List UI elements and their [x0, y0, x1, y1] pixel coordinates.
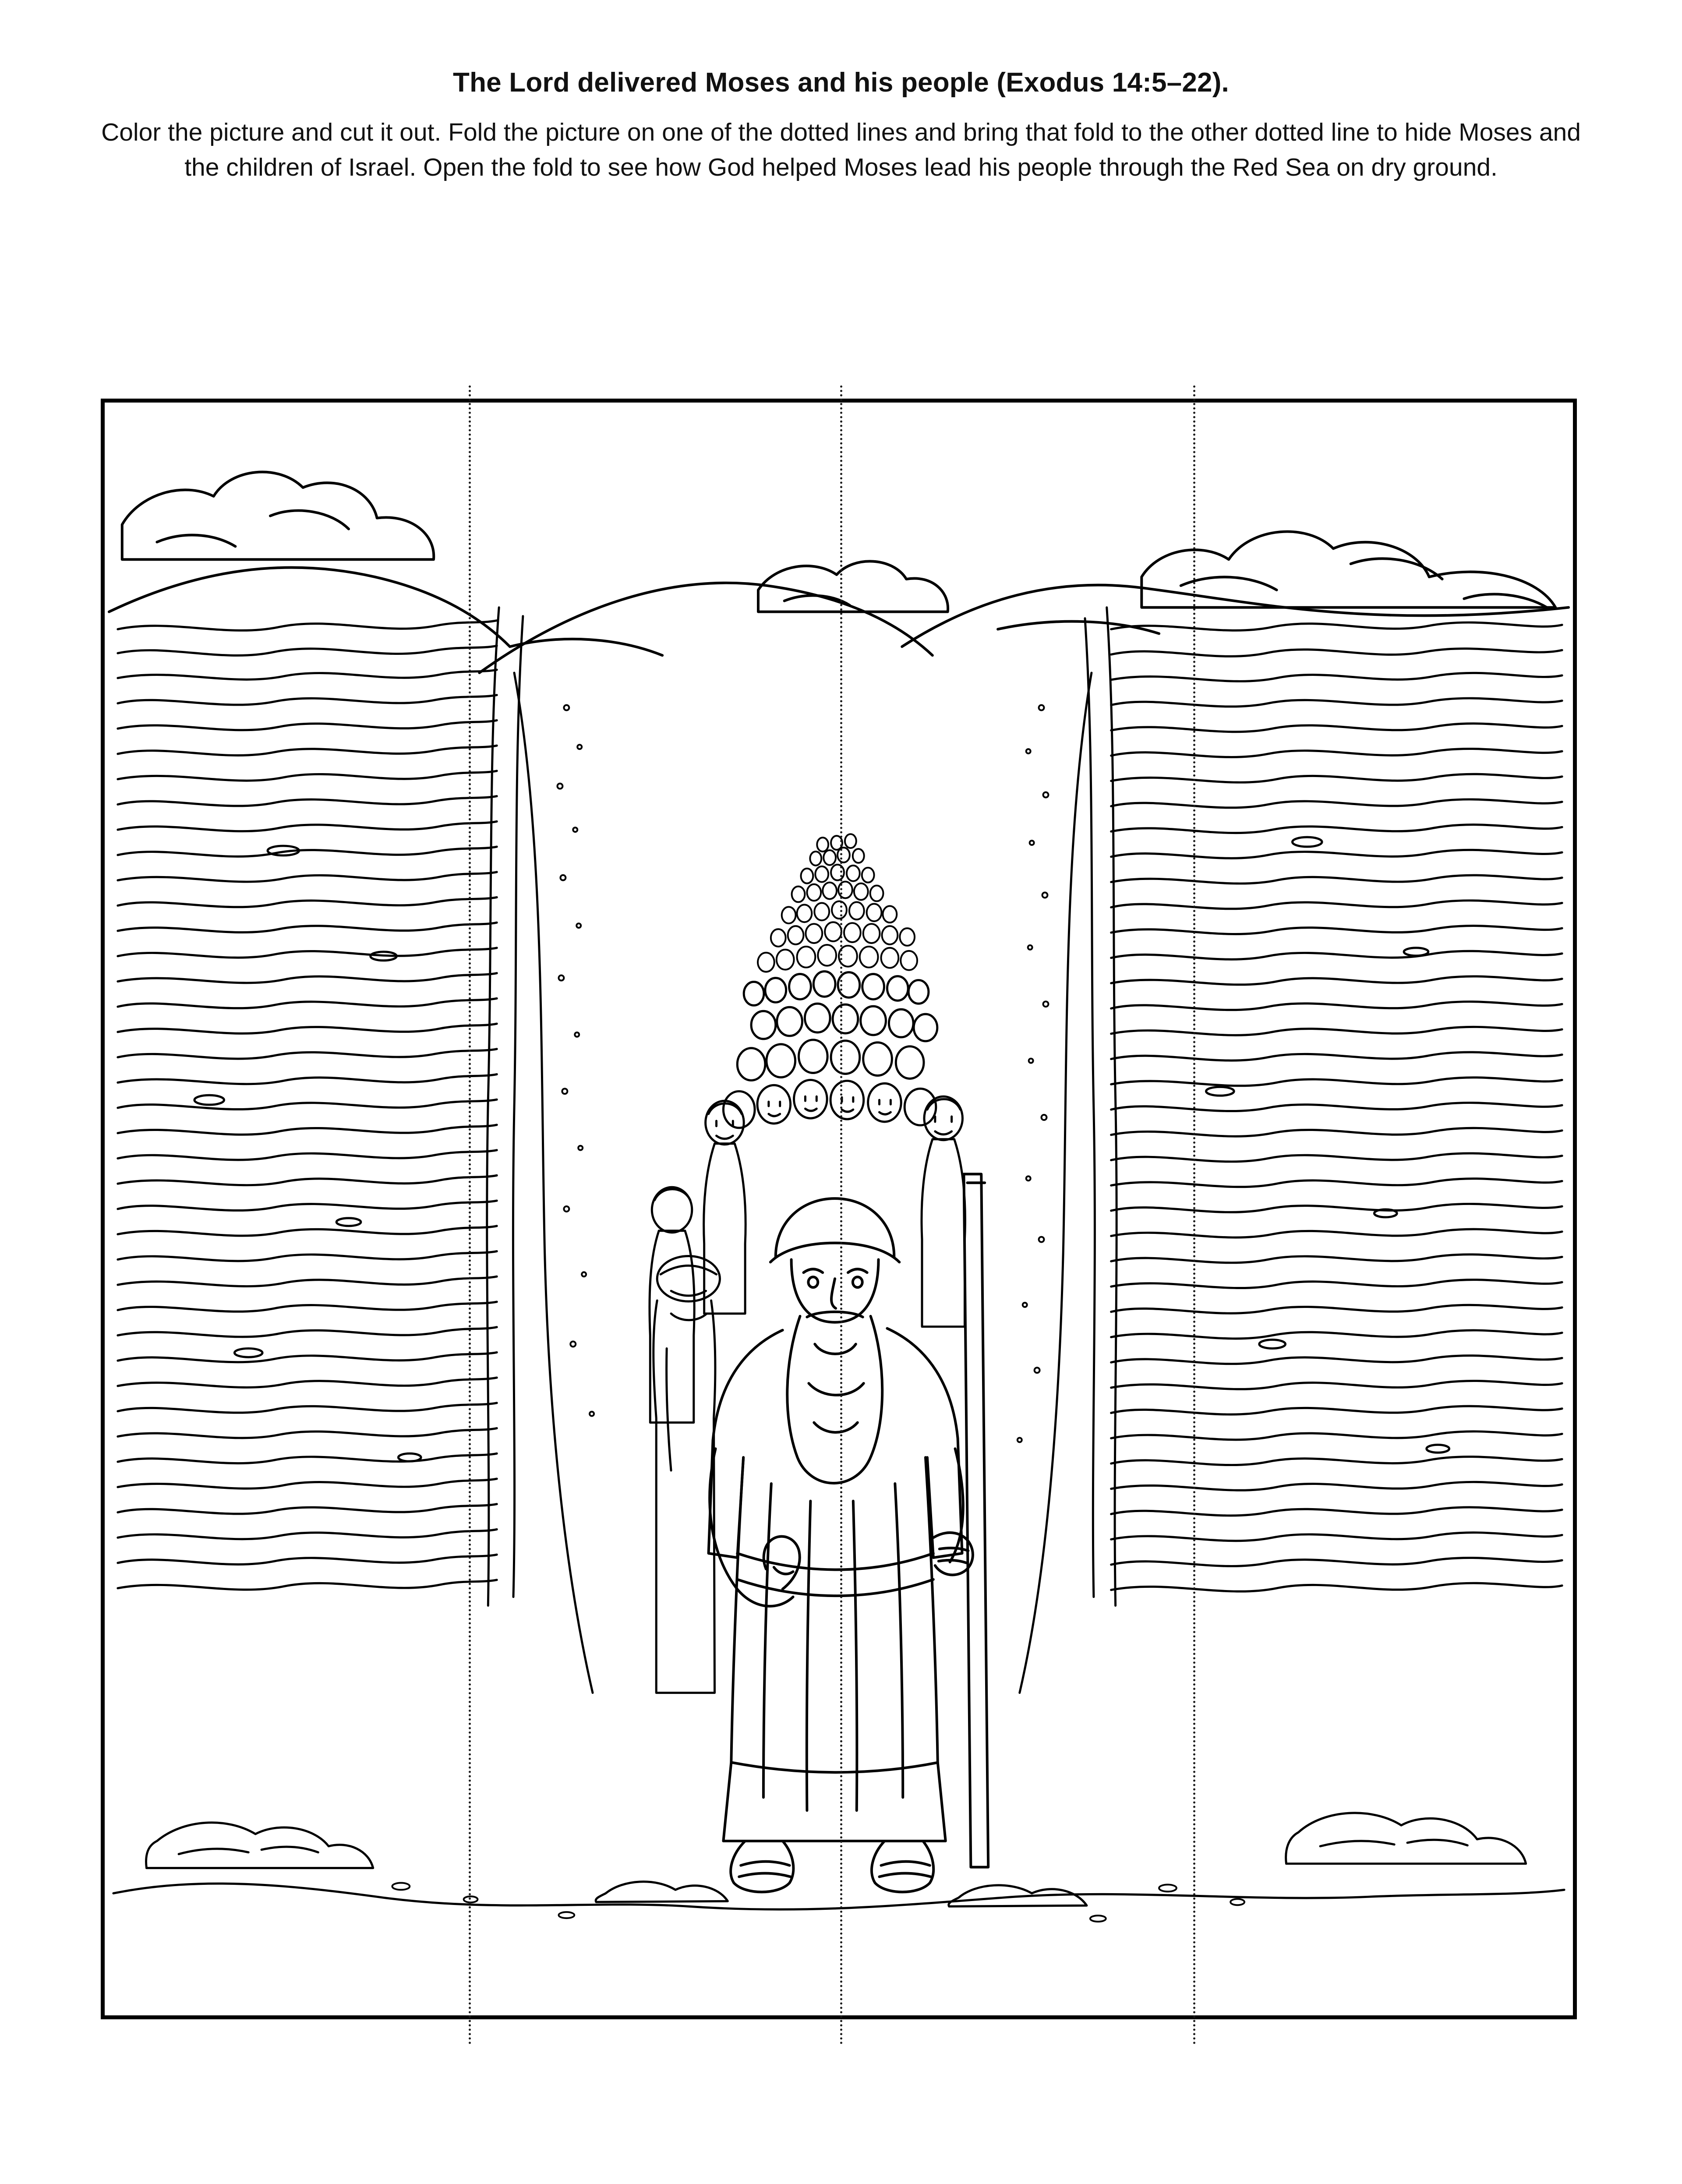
dry-path [514, 673, 1092, 1693]
fold-line-right [1193, 385, 1195, 2046]
clouds-left [122, 472, 434, 560]
ground-and-rocks [113, 1813, 1564, 1922]
water-wall-right [1085, 608, 1562, 1606]
crowd-of-israelites [650, 834, 965, 1693]
water-wall-left [118, 608, 523, 1606]
fold-line-left [469, 385, 471, 2046]
instructions-text: Color the picture and cut it out. Fold the picture on one of the dotted lines and bring that fold to the other dotted line to hide Moses and the children of Israel. Open the fold to see how God helped Moses lead his people through the Red Sea on dry ground. [101, 118, 1581, 182]
distant-hills [109, 568, 1569, 673]
illustration-frame [101, 399, 1577, 2019]
red-sea-crossing-illustration [105, 403, 1573, 2015]
moses-staff [964, 1174, 988, 1867]
clouds-center [758, 561, 948, 611]
header [0, 66, 1682, 185]
page-title: The Lord delivered Moses and his people (Exodus 14:5–22). [453, 67, 1229, 98]
fold-line-center [840, 385, 842, 2046]
